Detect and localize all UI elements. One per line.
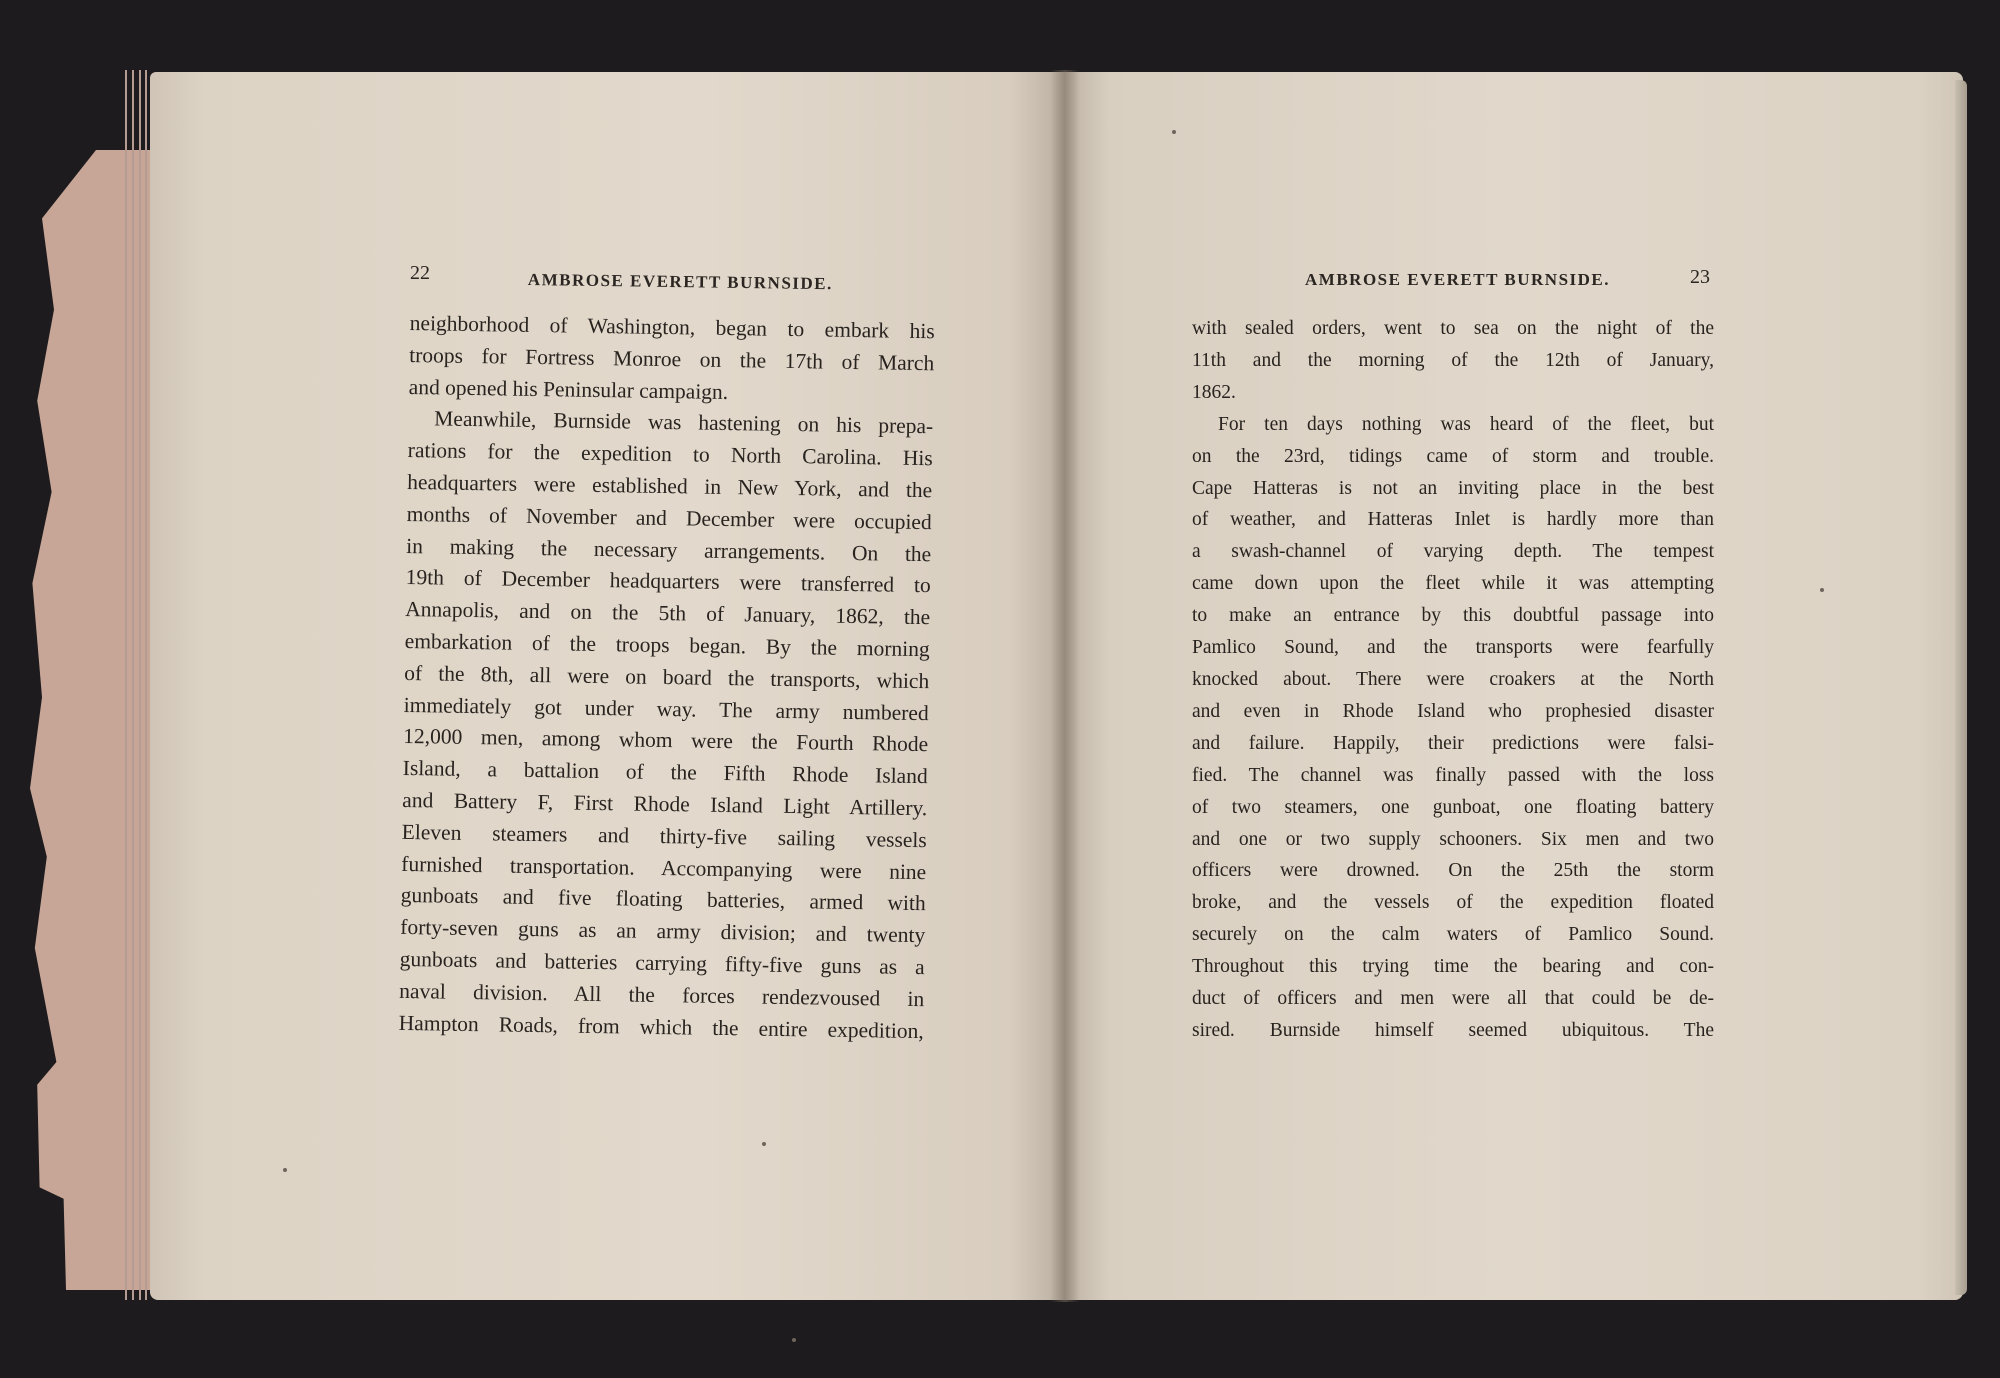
text-line: and failure. Happily, their predictions were falsi- — [1192, 732, 1714, 754]
text-line: fied. The channel was finally passed with the loss — [1192, 764, 1714, 786]
text-line: naval division. All the forces rendezvoused in — [399, 978, 925, 1011]
text-line: immediately got under way. The army numbered — [403, 692, 929, 725]
page-stack-edge — [145, 70, 147, 1300]
text-line: embarkation of the troops began. By the morning — [404, 628, 930, 662]
text-line: months of November and December were occupied — [406, 501, 932, 535]
text-line: and even in Rhode Island who prophesied disaster — [1192, 700, 1714, 722]
text-line: securely on the calm waters of Pamlico Sound. — [1192, 924, 1714, 946]
text-line: 1862. — [1192, 381, 1236, 403]
paper-speck — [283, 1168, 287, 1172]
paper-speck — [792, 1338, 796, 1342]
text-line: Annapolis, and on the 5th of January, 1862, the — [405, 597, 931, 630]
text-line: Throughout this trying time the bearing and con- — [1192, 956, 1714, 978]
text-line: rations for the expedition to North Carolina. His — [407, 438, 933, 471]
right-page-fore-edge — [1955, 80, 1967, 1295]
text-line: 12,000 men, among whom were the Fourth Rhode — [403, 724, 929, 757]
right-page-text — [1192, 313, 1714, 1047]
text-line: and opened his Peninsular campaign. — [408, 374, 729, 404]
page-stack-edge — [132, 70, 134, 1300]
text-line: and Battery F, First Rhode Island Light Artillery. — [402, 787, 928, 821]
page-stack-edge — [139, 70, 141, 1300]
text-line: neighborhood of Washington, began to embark his — [409, 310, 935, 344]
text-line: with sealed orders, went to sea on the night of the — [1192, 318, 1714, 339]
right-running-head: AMBROSE EVERETT BURNSIDE. — [1305, 270, 1611, 289]
text-line: Pamlico Sound, and the transports were fearfully — [1192, 637, 1714, 659]
text-line: Hampton Roads, from which the entire expedition, — [398, 1010, 924, 1043]
text-line: knocked about. There were croakers at the North — [1192, 668, 1714, 690]
text-line: 19th of December headquarters were transferred to — [405, 565, 931, 598]
left-page-number: 22 — [410, 262, 430, 284]
text-line: and one or two supply schooners. Six men and two — [1192, 828, 1714, 850]
text-line: gunboats and batteries carrying fifty-five guns as a — [399, 946, 925, 980]
text-line: on the 23rd, tidings came of storm and trouble. — [1192, 445, 1714, 467]
book-gutter — [1050, 70, 1080, 1302]
text-line: of two steamers, one gunboat, one floating battery — [1192, 796, 1714, 818]
text-line: furnished transportation. Accompanying were nine — [401, 851, 927, 884]
text-line: came down upon the fleet while it was attempting — [1192, 573, 1714, 595]
text-line: sired. Burnside himself seemed ubiquitous. The — [1192, 1019, 1714, 1041]
text-line: Meanwhile, Burnside was hastening on his prepa- — [434, 406, 934, 439]
paper-speck — [1172, 130, 1176, 134]
text-line: officers were drowned. On the 25th the storm — [1192, 860, 1714, 882]
text-line: to make an entrance by this doubtful passage into — [1192, 605, 1714, 627]
text-line: Cape Hatteras is not an inviting place in the best — [1192, 477, 1714, 499]
text-line: a swash-channel of varying depth. The tempest — [1192, 541, 1714, 563]
text-line: of weather, and Hatteras Inlet is hardly more than — [1192, 509, 1714, 531]
text-line: For ten days nothing was heard of the fleet, but — [1218, 413, 1714, 435]
text-line: Island, a battalion of the Fifth Rhode Island — [402, 756, 928, 789]
text-line: of the 8th, all were on board the transports, which — [404, 660, 930, 693]
left-page-text — [399, 308, 935, 1047]
text-line: forty-seven guns as an army division; and twenty — [400, 915, 926, 948]
paper-speck — [762, 1142, 766, 1146]
text-line: troops for Fortress Monroe on the 17th of March — [409, 342, 935, 376]
text-line: Eleven steamers and thirty-five sailing vessels — [401, 819, 927, 852]
left-running-head: AMBROSE EVERETT BURNSIDE. — [527, 270, 833, 294]
text-line: headquarters were established in New York, and the — [407, 469, 933, 503]
page-stack-edge — [125, 70, 127, 1300]
text-line: broke, and the vessels of the expedition floated — [1192, 892, 1714, 914]
text-line: gunboats and five floating batteries, armed with — [400, 883, 926, 916]
paper-speck — [1820, 588, 1824, 592]
text-line: duct of officers and men were all that could be de- — [1192, 988, 1714, 1010]
text-line: in making the necessary arrangements. On the — [406, 533, 932, 566]
right-page-number: 23 — [1690, 266, 1710, 288]
text-line: 11th and the morning of the 12th of January, — [1192, 349, 1714, 371]
